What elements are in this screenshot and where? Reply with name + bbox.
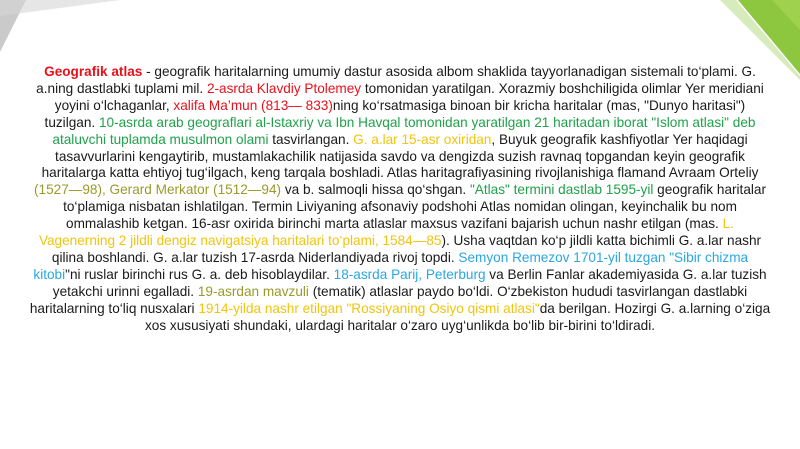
highlight-15th-century: G. a.lar 15-asr oxiridan: [353, 131, 492, 147]
text-run: tasvirlangan.: [268, 131, 354, 147]
highlight-atlas-term: "Atlas" termini dastlab 1595-yil: [469, 182, 654, 198]
text-run: , Buyuk geografik kashfiyotlar Yer haqidagi tasavvurlarini kengaytirib, mustamlakachilik natijasida savdo va dengizda suzish ravnaq topgandan keyin geografik haritalarga katta ehtiyoj tug‘ilgach, keng tarqala boshladi. Atlas haritagrafiyasining rivojlanishiga flamand Avraam Orteliy: [41, 131, 759, 181]
highlight-thematic: 19-asrdan mavzuli: [197, 283, 309, 299]
highlight-ptolemy: 2-asrda Klavdiy Ptolemey: [206, 80, 362, 96]
highlight-paris-petersburg: 18-asrda Parij, Peterburg: [333, 266, 486, 282]
text-run: ning ko‘rsatmasiga binoan bir kricha haritalar (mas, "Dunyo haritasi") tuzilgan.: [44, 97, 746, 130]
text-run: va Berlin Fanlar akademiyasida G. a.lar tuzish yetakchi urinni egalladi.: [52, 266, 767, 299]
highlight-russia-asia-atlas: 1914-yilda nashr etilgan "Rossiyaning Osiyo qismi atlasi": [198, 300, 540, 316]
text-run: "ni ruslar birinchi rus G. a. deb hisoblaydilar.: [65, 266, 334, 282]
top-left-corner-decoration: [0, 0, 130, 70]
highlight-remezov: Semyon Remezov 1701-yil tuzgan "Sibir chizma kitobi: [33, 249, 749, 282]
highlight-wagenaer: L. Vagenerning 2 jildli dengiz navigatsiya haritalari to‘plami, 1584—85: [38, 216, 734, 249]
highlight-ortelius-mercator: (1527—98), Gerard Merkator (1512—94): [33, 182, 282, 198]
text-run: tomonidan yaratilgan. Xorazmiy boshchiligida olimlar Yer meridiani yoyini o‘lchaganlar,: [54, 80, 764, 113]
text-run: (tematik) atlaslar paydo bo‘ldi. O‘zbekiston hududi tasvirlangan dastlabki haritalarning to‘liq nusxalari: [29, 283, 748, 316]
text-run: va b. salmoqli hissa qo‘shgan.: [281, 182, 470, 198]
highlight-mamun: xalifa Ma’mun (813— 833): [173, 97, 333, 113]
text-run: ). Usha vaqtdan ko‘p jildli katta bichimli G. a.lar nashr qilina boshlandi. G. a.lar tuzish 17-asrda Niderlandiyada rivoj topdi.: [51, 233, 762, 265]
highlight-islam-atlas: 10-asrda arab geograflari al-Istaxriy va Ibn Havqal tomonidan yaratilgan 21 haritadan iborat "Islom atlasi" deb ataluvchi tuplamda musulmon olami: [52, 114, 756, 147]
term-heading: Geografik atlas: [44, 64, 143, 79]
definition-paragraph: [28, 64, 772, 335]
text-run: - geografik haritalarning umumiy dastur asosida albom shaklida tayyorlanadigan sistemali to‘plami. G. a.ning dastlabki tuplami mil.: [36, 64, 756, 96]
text-run: geografik haritalar to‘plamiga nisbatan ishlatilgan. Termin Liviyaning afsonaviy podshohi Atlas nomidan olingan, keyinchalik bu nom ommalashib ketgan. 16-asr oxirida birinchi marta atlaslar maxsus vazifani bajarish uchun nashr etilgan (mas.: [63, 182, 766, 232]
text-run: da berilgan. Hozirgi G. a.larning o‘ziga xos xususiyati shundaki, ulardagi haritalar o‘zaro uyg‘unlikda bo‘lib bir-birini to‘ldiradi.: [144, 300, 771, 333]
